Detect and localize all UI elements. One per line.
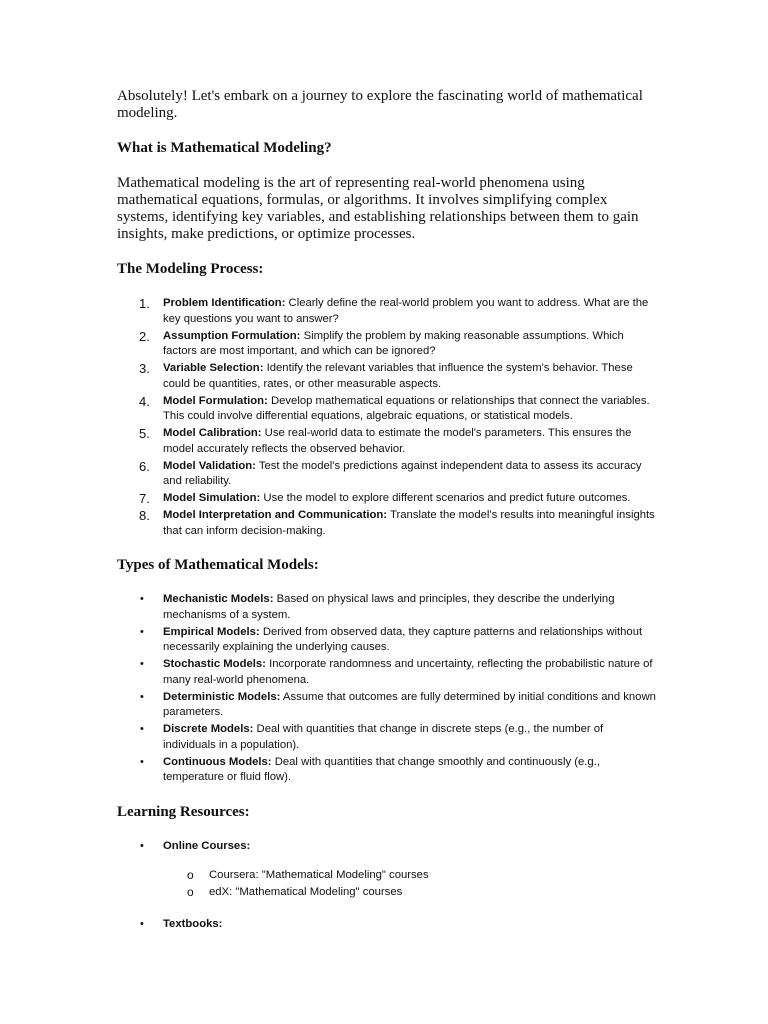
list-item	[117, 296, 657, 327]
list-item	[117, 592, 657, 623]
list-item-text: Simplify the problem by making reasonable assumptions. Which factors are most important, and which can be ignored?	[163, 329, 624, 357]
list-number: 8.	[139, 508, 150, 523]
list-item	[117, 885, 657, 901]
bullet-icon: •	[140, 625, 144, 638]
bullet-icon: •	[140, 839, 144, 852]
list-number: 2.	[139, 328, 150, 344]
intro-paragraph: Absolutely! Let's embark on a journey to explore the fascinating world of mathematical modeling.	[117, 88, 643, 121]
list-item	[117, 426, 657, 457]
list-item-text: Deal with quantities that change smoothly and continuously (e.g., temperature or fluid flow).	[163, 755, 600, 783]
list-item-term: Mechanistic Models:	[163, 593, 274, 605]
list-item-term: Stochastic Models:	[163, 658, 266, 670]
online-courses-label: Online Courses:	[163, 839, 251, 852]
bullet-icon: •	[140, 593, 144, 605]
model-types-list	[117, 592, 657, 786]
what-is-paragraph: Mathematical modeling is the art of representing real-world phenomena using mathematical equations, formulas, or algorithms. It involves simplifying complex systems, identifying key variables, and establishing relationships between them to gain insights, make predictions, or optimize processes.	[117, 175, 639, 242]
list-item-term: Discrete Models:	[163, 723, 254, 735]
online-courses-list	[117, 868, 657, 901]
list-item	[117, 755, 657, 786]
list-item	[117, 722, 657, 753]
list-item	[117, 329, 657, 360]
textbooks-label: Textbooks:	[163, 917, 223, 930]
list-item	[117, 459, 657, 490]
list-item-term: Variable Selection:	[163, 362, 264, 374]
list-item-text: Based on physical laws and principles, they describe the underlying mechanisms of a system.	[163, 593, 615, 621]
process-steps-list	[117, 296, 657, 539]
list-item-text: Identify the relevant variables that influence the system's behavior. These could be quantities, rates, or other measurable aspects.	[163, 362, 633, 390]
list-number: 1.	[139, 296, 150, 311]
list-item-term: Assumption Formulation:	[163, 329, 301, 342]
list-item	[117, 917, 657, 933]
what-is-heading: What is Mathematical Modeling?	[117, 140, 332, 156]
list-item-term: Model Interpretation and Communication:	[163, 509, 388, 521]
sub-bullet-icon: o	[187, 885, 194, 899]
sub-bullet-icon: o	[187, 868, 194, 882]
list-number: 6.	[139, 458, 150, 474]
list-item	[117, 839, 657, 901]
process-heading: The Modeling Process:	[117, 261, 264, 277]
list-item	[117, 868, 657, 884]
list-item-term: Continuous Models:	[163, 755, 272, 768]
resources-list	[117, 839, 657, 933]
list-item-text: Use real-world data to estimate the model's parameters. This ensures the model accurately reflects the observed behavior.	[163, 427, 632, 455]
list-number: 3.	[139, 361, 150, 376]
list-item	[117, 690, 657, 721]
list-item-term: Model Formulation:	[163, 394, 268, 407]
list-item	[117, 657, 657, 688]
bullet-icon: •	[140, 917, 144, 930]
list-item	[117, 508, 657, 539]
list-item-term: Empirical Models:	[163, 625, 260, 638]
list-number: 4.	[139, 393, 150, 409]
bullet-icon: •	[140, 690, 144, 703]
list-item	[117, 625, 657, 656]
list-number: 5.	[139, 426, 150, 441]
list-item-text: Derived from observed data, they capture patterns and relationships without necessarily explaining the underlying causes.	[163, 625, 643, 653]
bullet-icon: •	[140, 658, 144, 670]
list-number: 7.	[139, 491, 150, 506]
document-content	[117, 88, 657, 934]
resources-heading: Learning Resources:	[117, 803, 250, 820]
list-item-text: Develop mathematical equations or relationships that connect the variables. This could involve differential equations, algebraic equations, or statistical models.	[163, 394, 650, 422]
list-item-text: Coursera: "Mathematical Modeling" courses	[209, 869, 429, 881]
list-item-term: Deterministic Models:	[163, 690, 281, 703]
list-item-text: Test the model's predictions against independent data to assess its accuracy and reliability.	[163, 459, 642, 487]
list-item-term: Model Validation:	[163, 459, 256, 472]
list-item-term: Model Simulation:	[163, 492, 261, 504]
list-item-text: Deal with quantities that change in discrete steps (e.g., the number of individuals in a population).	[163, 723, 604, 751]
bullet-icon: •	[140, 723, 144, 735]
list-item-text: Assume that outcomes are fully determined by initial conditions and known parameters.	[163, 690, 656, 718]
list-item-text: Translate the model's results into meaningful insights that can inform decision-making.	[163, 509, 655, 537]
list-item-term: Model Calibration:	[163, 427, 262, 439]
list-item-term: Problem Identification:	[163, 297, 286, 309]
bullet-icon: •	[140, 755, 144, 768]
types-heading: Types of Mathematical Models:	[117, 557, 319, 573]
list-item-text: edX: "Mathematical Modeling" courses	[209, 886, 403, 898]
list-item-text: Clearly define the real-world problem you want to address. What are the key questions you want to answer?	[163, 297, 649, 325]
list-item	[117, 394, 657, 425]
list-item-text: Incorporate randomness and uncertainty, reflecting the probabilistic nature of many real-world phenomena.	[163, 658, 653, 686]
list-item	[117, 491, 657, 507]
list-item-text: Use the model to explore different scenarios and predict future outcomes.	[260, 492, 631, 504]
list-item	[117, 361, 657, 392]
